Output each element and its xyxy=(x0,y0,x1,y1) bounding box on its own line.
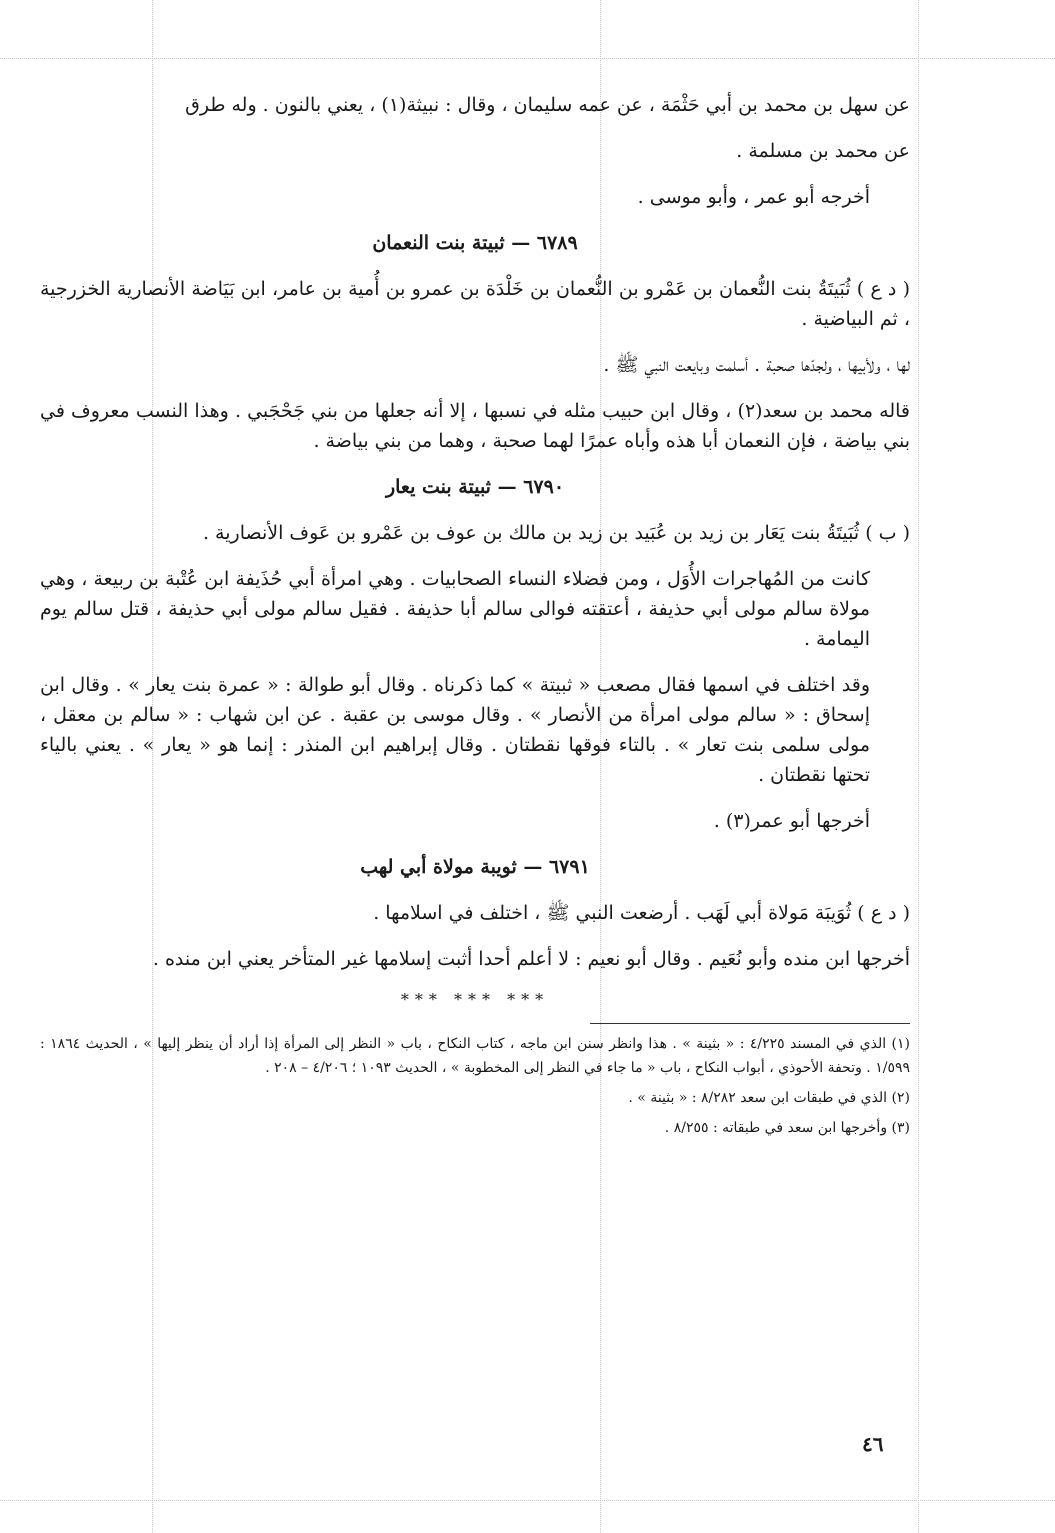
entry-paragraph: وقد اختلف في اسمها فقال مصعب « ثبيتة » كما ذكرناه . وقال أبو طوالة : « عمرة بنت يعار » . وقال ابن إسحاق : « سالم مولى امرأة من الأنصار » . وقال موسى بن عقبة . عن ابن شهاب : « سالم بن معقل ، مولى سلمى بنت تعار » . بالتاء فوقها نقطتان . وقال إبراهيم ابن المنذر : إنما هو « يعار » . يعني بالياء تحتها نقطتان . xyxy=(40,674,870,786)
entry-heading: ٦٧٩١ — ثويبة مولاة أبي لهب xyxy=(360,856,590,878)
footnote-rule xyxy=(590,1023,910,1024)
footnote: (٣) وأخرجها ابن سعد في طبقاته : ٨/٢٥٥ . xyxy=(664,1120,910,1136)
entry-paragraph: ( ب ) ثُبَيتَةُ بنت يَعَار بن زيد بن عُبَيد بن زيد بن مالك بن عوف بن عَمْرو بن عَوف الأنصارية . xyxy=(202,522,910,544)
text-line: عن محمد بن مسلمة . xyxy=(736,140,910,162)
scan-guide-line xyxy=(918,0,919,1533)
footnote: (٢) الذي في طبقات ابن سعد ٨/٢٨٢ : « بثينة » . xyxy=(628,1090,910,1106)
entry-paragraph: ( د ع ) ثُوَيبَة مَولاة أبي لَهَب . أرضعت النبي ﷺ ، اختلف في اسلامها . xyxy=(373,902,910,924)
document-page xyxy=(40,90,910,1146)
entry-paragraph: أخرجها أبو عمر(٣) . xyxy=(713,810,870,832)
page-number: ٤٦ xyxy=(862,1432,884,1456)
scan-guide-line xyxy=(0,58,1055,59)
scan-guide-line xyxy=(0,1500,1055,1501)
entry-paragraph: قاله محمد بن سعد(٢) ، وقال ابن حبيب مثله في نسبها ، إلا أنه جعلها من بني جَحْجَبي . وهذا النسب معروف في بني بياضة ، فإن النعمان أبا هذه وأباه عمرًا لهما صحبة ، وهما من بني بياضة . xyxy=(40,400,910,452)
text-line: عن سهل بن محمد بن أبي حَثْمَة ، عن عمه سليمان ، وقال : نبيثة(١) ، يعني بالنون . وله طرق xyxy=(185,94,910,116)
entry-heading: ٦٧٨٩ — ثبيتة بنت النعمان xyxy=(372,232,578,254)
entry-paragraph: كانت من المُهاجرات الأُوَل ، ومن فضلاء النساء الصحابيات . وهي امرأة أبي حُذَيفة ابن عُتْبة بن ربيعة ، وهي مولاة سالم مولى أبي حذيفة ، أعتقته فوالى سالم أبا حذيفة . فقيل سالم مولى أبي حذيفة ، قتل سالم يوم اليمامة . xyxy=(40,568,870,650)
entry-paragraph: ( د ع ) ثُبَيتَةُ بنت النُّعمان بن عَمْرو بن النُّعمان بن خَلْدَة بن عمرو بن أُمية بن عامر، ابن بَيَاضة الأنصارية الخزرجية ، ثم البياضية . xyxy=(40,278,910,330)
footnotes xyxy=(40,1032,910,1140)
entry-paragraph: أخرجها ابن منده وأبو نُعَيم . وقال أبو نعيم : لا أعلم أحدا أثبت إسلامها غير المتأخر يعني ابن منده . xyxy=(152,948,910,970)
footnote: (١) الذي في المسند ٤/٢٢٥ : « بثينة » . هذا وانظر سنن ابن ماجه ، كتاب النكاح ، باب « النظر إلى المرأة إذا أراد أن ينظر إليها » ، الحديث ١٨٦٤ : ١/٥٩٩ . وتحفة الأحوذي ، أبواب النكاح ، باب « ما جاء في النظر إلى المخطوبة » ، الحديث ١٠٩٣ ؛ ٤/٢٠٦ – ٢٠٨ . xyxy=(40,1036,910,1076)
entry-paragraph: لها ، ولأبيها ، ولجدّها صحبة . أسلمت وبايعت النبي ﷺ . xyxy=(603,354,910,376)
text-line: أخرجه أبو عمر ، وأبو موسى . xyxy=(637,186,870,208)
entry-heading: ٦٧٩٠ — ثبيتة بنت يعار xyxy=(385,476,565,498)
section-separator: *** *** *** xyxy=(400,990,550,1009)
